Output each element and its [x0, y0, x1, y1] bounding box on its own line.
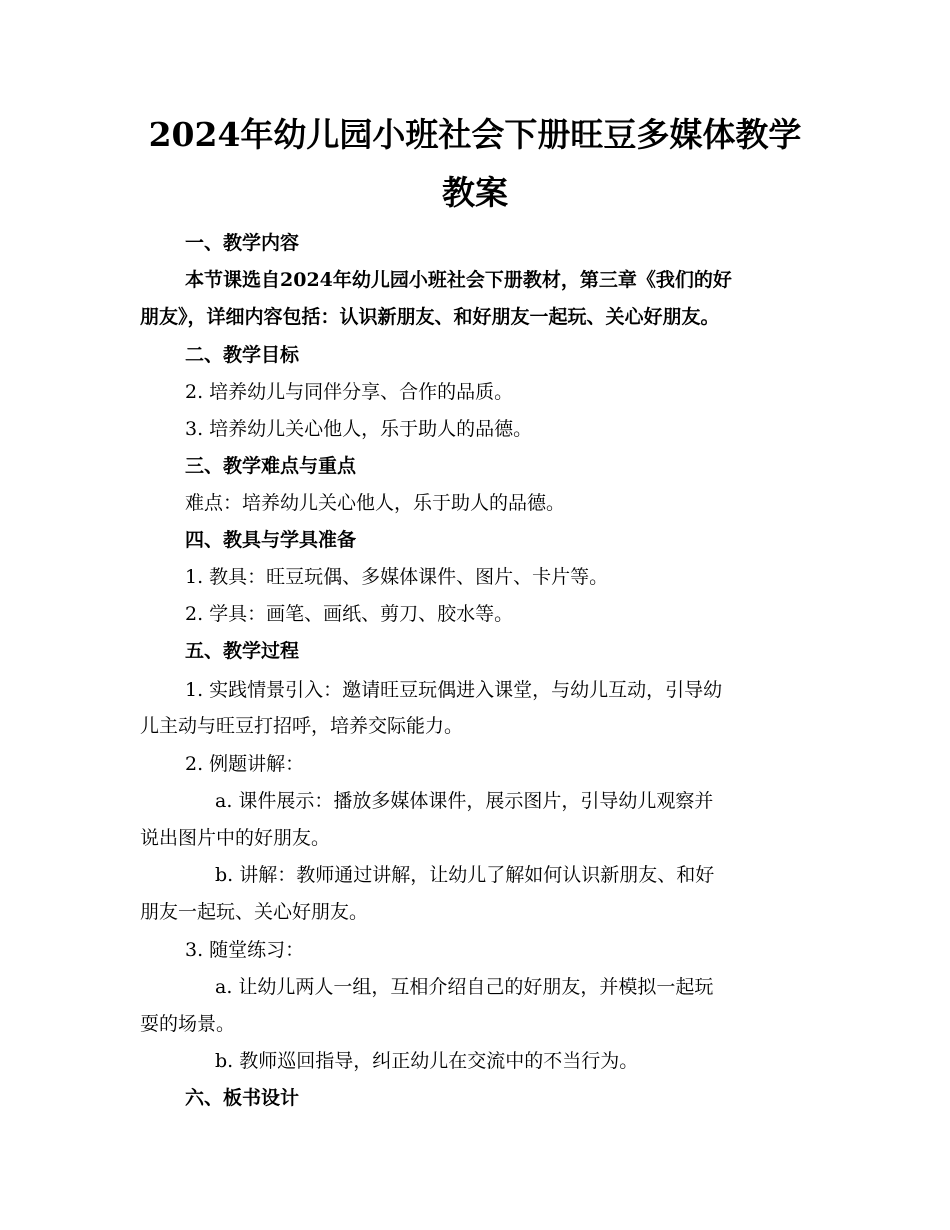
- materials-item-teacher: 1. 教具：旺豆玩偶、多媒体课件、图片、卡片等。: [185, 566, 609, 588]
- section-heading-content: 一、教学内容: [185, 232, 300, 254]
- section-heading-difficulties: 三、教学难点与重点: [185, 455, 357, 477]
- objective-item-2: 2. 培养幼儿与同伴分享、合作的品质。: [185, 381, 514, 403]
- process-item-3a-line-2: 耍的场景。: [140, 1013, 236, 1035]
- process-item-2b-line-1: b. 讲解：教师通过讲解，让幼儿了解如何认识新朋友、和好: [215, 864, 715, 886]
- process-item-1-line-2: 儿主动与旺豆打招呼，培养交际能力。: [140, 715, 464, 737]
- process-item-2a-line-1: a. 课件展示：播放多媒体课件，展示图片，引导幼儿观察并: [215, 790, 714, 812]
- section-heading-objectives: 二、教学目标: [185, 344, 300, 366]
- section-heading-materials: 四、教具与学具准备: [185, 529, 357, 551]
- process-item-3a-line-1: a. 让幼儿两人一组，互相介绍自己的好朋友，并模拟一起玩: [215, 976, 714, 998]
- section-heading-process: 五、教学过程: [185, 640, 300, 662]
- process-item-2a-line-2: 说出图片中的好朋友。: [140, 827, 331, 849]
- document-title-line-1: 2024年幼儿园小班社会下册旺豆多媒体教学: [148, 115, 802, 154]
- paragraph-content-line-1: 本节课选自2024年幼儿园小班社会下册教材，第三章《我们的好: [185, 269, 732, 291]
- process-item-2: 2. 例题讲解：: [185, 753, 305, 775]
- difficulty-item: 难点：培养幼儿关心他人，乐于助人的品德。: [185, 492, 566, 514]
- document-title-line-2: 教案: [442, 173, 508, 212]
- process-item-3b: b. 教师巡回指导，纠正幼儿在交流中的不当行为。: [215, 1050, 639, 1072]
- process-item-2b-line-2: 朋友一起玩、关心好朋友。: [140, 901, 369, 923]
- process-item-1-line-1: 1. 实践情景引入：邀请旺豆玩偶进入课堂，与幼儿互动，引导幼: [185, 679, 723, 701]
- objective-item-3: 3. 培养幼儿关心他人，乐于助人的品德。: [185, 418, 533, 440]
- materials-item-student: 2. 学具：画笔、画纸、剪刀、胶水等。: [185, 603, 514, 625]
- paragraph-content-line-2: 朋友》，详细内容包括：认识新朋友、和好朋友一起玩、关心好朋友。: [140, 306, 720, 328]
- section-heading-board-design: 六、板书设计: [185, 1087, 300, 1109]
- process-item-3: 3. 随堂练习：: [185, 939, 305, 961]
